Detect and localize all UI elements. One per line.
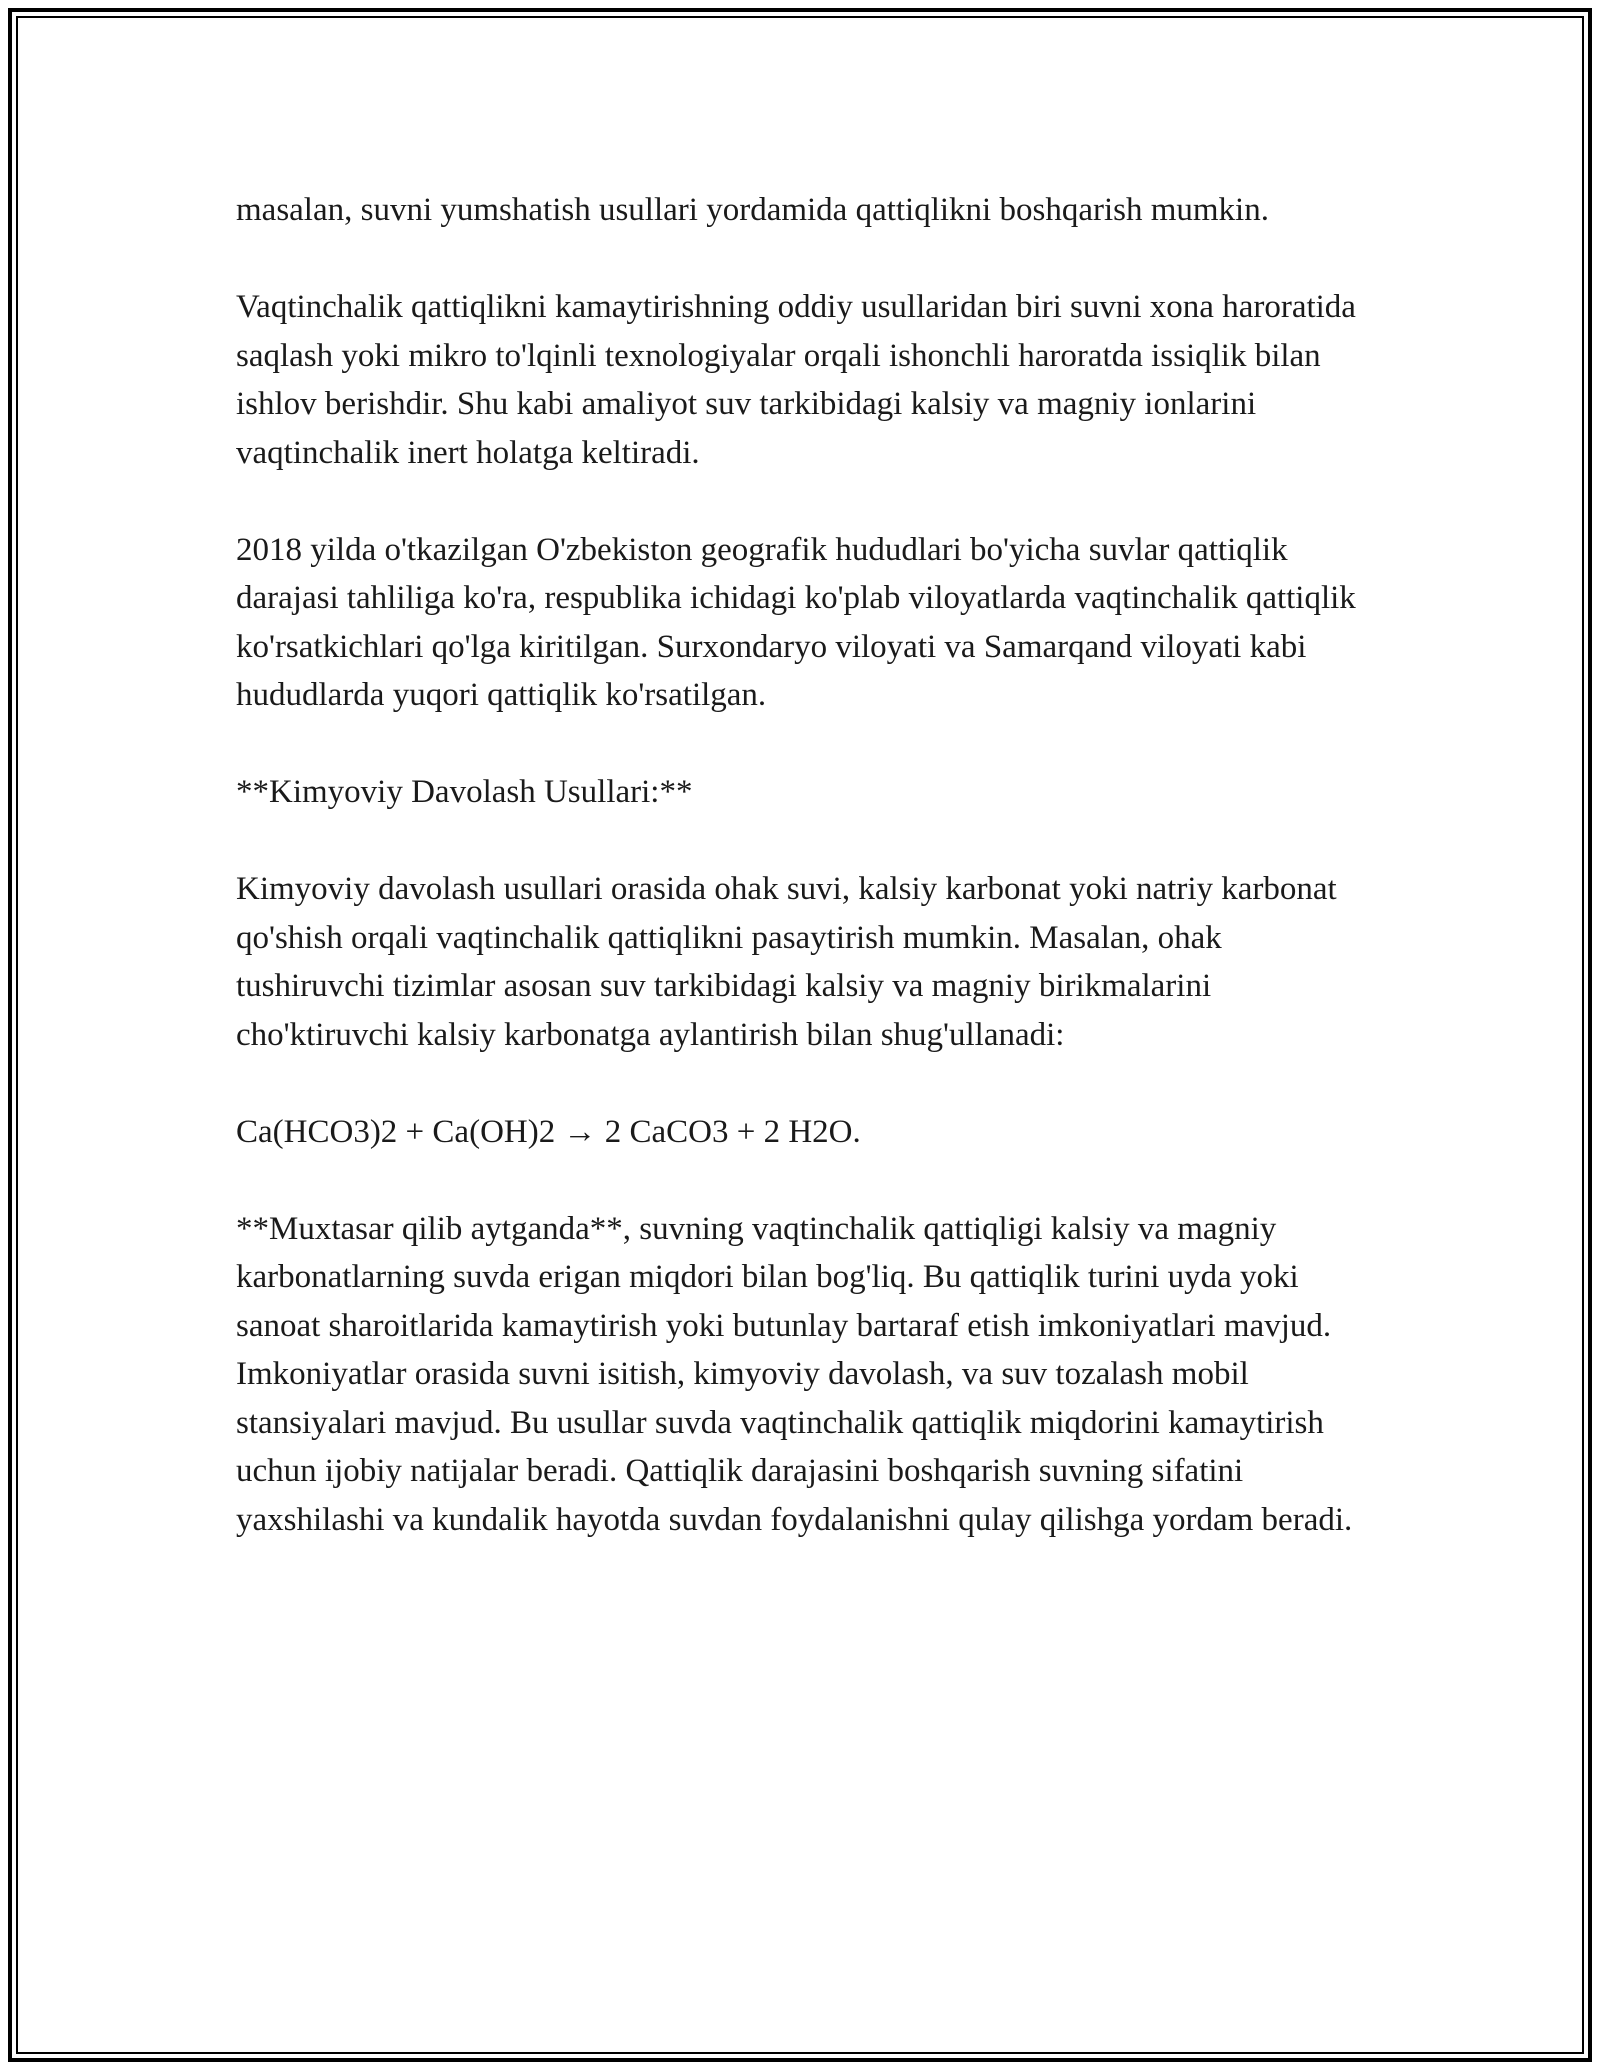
- paragraph-2018-analysis: 2018 yilda o'tkazilgan O'zbekiston geografik hududlari bo'yicha suvlar qattiqlik darajasi tahliliga ko'ra, respublika ichidagi ko'plab viloyatlarda vaqtinchalik qattiqlik ko'rsatkichlari qo'lga kiritilgan. Surxondaryo viloyati va Samarqand viloyati kabi hududlarda yuqori qattiqlik ko'rsatilgan.: [236, 531, 1356, 713]
- paragraph-chemical-treatment: Kimyoviy davolash usullari orasida ohak suvi, kalsiy karbonat yoki natriy karbonat qo'shish orqali vaqtinchalik qattiqlikni pasaytirish mumkin. Masalan, ohak tushiruvchi tizimlar asosan suv tarkibidagi kalsiy va magniy birikmalarini cho'ktiruvchi kalsiy karbonatga aylantirish bilan shug'ullanadi:: [236, 871, 1337, 1053]
- chemical-equation: Ca(HCO3)2 + Ca(OH)2 → 2 CaCO3 + 2 H2O.: [236, 1113, 861, 1150]
- section-heading-chemical-treatment: **Kimyoviy Davolash Usullari:**: [236, 774, 693, 810]
- paragraph-temporary-hardness-methods: Vaqtinchalik qattiqlikni kamaytirishning oddiy usullaridan biri suvni xona haroratida saqlash yoki mikro to'lqinli texnologiyalar orqali ishonchli haroratda issiqlik bilan ishlov berishdir. Shu kabi amaliyot suv tarkibidagi kalsiy va magniy ionlarini vaqtinchalik inert holatga keltiradi.: [236, 289, 1356, 471]
- paragraph-summary: **Muxtasar qilib aytganda**, suvning vaqtinchalik qattiqligi kalsiy va magniy karbonatlarning suvda erigan miqdori bilan bog'liq. Bu qattiqlik turini uyda yoki sanoat sharoitlarida kamaytirish yoki butunlay bartaraf etish imkoniyatlari mavjud. Imkoniyatlar orasida suvni isitish, kimyoviy davolash, va suv tozalash mobil stansiyalari mavjud. Bu usullar suvda vaqtinchalik qattiqlik miqdorini kamaytirish uchun ijobiy natijalar beradi. Qattiqlik darajasini boshqarish suvning sifatini yaxshilashi va kundalik hayotda suvdan foydalanishni qulay qilishga yordam beradi.: [236, 1210, 1353, 1538]
- paragraph-intro-continuation: masalan, suvni yumshatish usullari yordamida qattiqlikni boshqarish mumkin.: [236, 192, 1269, 228]
- document-body: [236, 186, 1376, 1544]
